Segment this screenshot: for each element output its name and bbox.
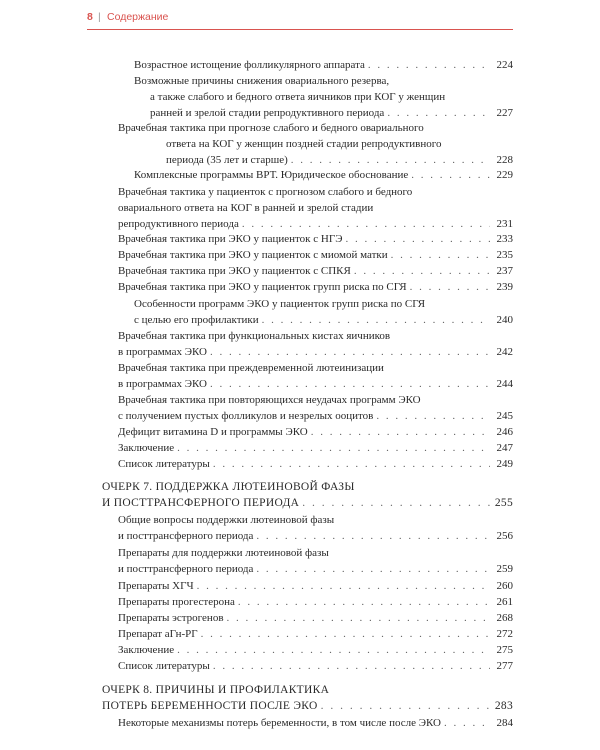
toc-page-number: 256 — [496, 530, 513, 542]
toc-page-number: 247 — [496, 442, 513, 454]
toc-entry-title: Заключение — [118, 644, 175, 656]
toc-leader-dots — [368, 57, 490, 73]
toc-entry-title: Врачебная тактика при ЭКО у пациенток с миомой матки — [118, 249, 388, 261]
toc-page-number: 275 — [496, 644, 513, 656]
toc-page-number: 237 — [496, 265, 513, 277]
toc-entry-title: Особенности программ ЭКО у пациенток групп риска по СГЯ — [134, 298, 426, 310]
toc-entry-title: периода (35 лет и старше) — [166, 154, 288, 166]
toc-entry-title: Врачебная тактика у пациенток с прогнозом слабого и бедного — [118, 186, 413, 198]
toc-leader-dots — [411, 167, 490, 183]
toc-page-number: 244 — [496, 378, 513, 390]
toc-leader-dots — [311, 424, 490, 440]
toc-entry-title: Дефицит витамина D и программы ЭКО — [118, 426, 308, 438]
section-title: Содержание — [107, 11, 169, 23]
toc-leader-dots — [242, 216, 490, 232]
toc-leader-dots — [201, 626, 490, 642]
toc-leader-dots — [177, 440, 490, 456]
toc-page-number: 272 — [496, 628, 513, 640]
toc-page-number: 240 — [496, 314, 513, 326]
toc-page-number: 255 — [494, 497, 513, 509]
toc-entry-title: Врачебная тактика при ЭКО у пациенток групп риска по СГЯ — [118, 281, 407, 293]
toc-page-number: 246 — [496, 426, 513, 438]
toc-page-number: 268 — [496, 612, 513, 624]
toc-entry-title: Возможные причины снижения овариального резерва, — [134, 75, 390, 87]
toc-entry-title: Препарат аГн-РГ — [118, 628, 198, 640]
toc-page-number: 259 — [496, 563, 513, 575]
toc-page-number: 231 — [496, 218, 513, 230]
toc-entry-title: Список литературы — [118, 660, 210, 672]
toc-page-number: 242 — [496, 346, 513, 358]
toc-leader-dots — [262, 312, 490, 328]
toc-leader-dots — [238, 594, 490, 610]
toc-leader-dots — [391, 247, 490, 263]
toc-entry-title: в программах ЭКО — [118, 346, 207, 358]
toc-page-number: 224 — [496, 59, 513, 71]
toc-leader-dots — [444, 715, 490, 731]
toc-page-number: 235 — [496, 249, 513, 261]
page-number: 8 — [87, 11, 93, 23]
toc-entry-title: ответа на КОГ у женщин поздней стадии репродуктивного — [166, 138, 442, 150]
toc-page-number: 233 — [496, 233, 513, 245]
toc-entry-title: с получением пустых фолликулов и незрелых ооцитов — [118, 410, 374, 422]
toc-leader-dots — [177, 642, 490, 658]
toc-leader-dots — [213, 658, 490, 674]
toc-entry-title: репродуктивного периода — [118, 218, 239, 230]
toc-leader-dots — [354, 263, 490, 279]
toc-leader-dots — [410, 279, 490, 295]
toc-entry-title: Врачебная тактика при ЭКО у пациенток с СПКЯ — [118, 265, 351, 277]
toc-leader-dots — [210, 344, 490, 360]
toc-entry-title: Врачебная тактика при преждевременной лютеинизации — [118, 362, 384, 374]
toc-entry-title: Список литературы — [118, 458, 210, 470]
toc-entry-title: ОЧЕРК 8. ПРИЧИНЫ И ПРОФИЛАКТИКА — [102, 684, 330, 696]
toc-entry-title: Комплексные программы ВРТ. Юридическое обоснование — [134, 169, 409, 181]
toc-page-number: 261 — [496, 596, 513, 608]
toc-entry-title: ранней и зрелой стадии репродуктивного периода — [150, 107, 385, 119]
toc-entry-title: с целью его профилактики — [134, 314, 259, 326]
toc-leader-dots — [210, 376, 490, 392]
toc-page-number: 227 — [496, 107, 513, 119]
toc-leader-dots — [345, 231, 490, 247]
toc-leader-dots — [227, 610, 490, 626]
toc-entry-title: и посттрансферного периода — [118, 530, 254, 542]
toc-entry-title: Препараты для поддержки лютеиновой фазы — [118, 547, 329, 559]
toc-page-number: 229 — [496, 169, 513, 181]
toc-leader-dots — [291, 152, 490, 168]
toc-leader-dots — [321, 698, 490, 714]
header-separator: | — [98, 11, 101, 23]
toc-entry-title: Врачебная тактика при повторяющихся неудачах программ ЭКО — [118, 394, 421, 406]
toc-entry-title: Общие вопросы поддержки лютеиновой фазы — [118, 514, 335, 526]
toc-entry-title: ПОТЕРЬ БЕРЕМЕННОСТИ ПОСЛЕ ЭКО — [102, 700, 318, 712]
toc-entry-title: Некоторые механизмы потерь беременности, в том числе после ЭКО — [118, 717, 441, 729]
toc-leader-dots — [376, 408, 490, 424]
toc-entry-title: Заключение — [118, 442, 175, 454]
toc-entry-title: ОЧЕРК 7. ПОДДЕРЖКА ЛЮТЕИНОВОЙ ФАЗЫ — [102, 481, 355, 493]
toc-entry-title: в программах ЭКО — [118, 378, 207, 390]
toc-entry-title: Препараты эстрогенов — [118, 612, 224, 624]
toc-page-number: 249 — [496, 458, 513, 470]
toc-leader-dots — [256, 528, 490, 544]
toc-entry-title: Врачебная тактика при прогнозе слабого и бедного овариального — [118, 122, 424, 134]
toc-entry-title: а также слабого и бедного ответа яичников при КОГ у женщин — [150, 91, 446, 103]
toc-leader-dots — [213, 456, 490, 472]
toc-entry-title: и посттрансферного периода — [118, 563, 254, 575]
toc-leader-dots — [302, 495, 490, 511]
toc-page-number: 284 — [496, 717, 513, 729]
toc-page-number: 245 — [496, 410, 513, 422]
toc-leader-dots — [197, 578, 490, 594]
toc-page-number: 283 — [494, 700, 513, 712]
toc-leader-dots — [256, 561, 490, 577]
toc-entry-title: Врачебная тактика при функциональных кистах яичников — [118, 330, 391, 342]
toc-entry-title: И ПОСТТРАНСФЕРНОГО ПЕРИОДА — [102, 497, 300, 509]
toc-entry-title: Возрастное истощение фолликулярного аппарата — [134, 59, 365, 71]
toc-entry-title: Препараты прогестерона — [118, 596, 235, 608]
toc-page-number: 260 — [496, 580, 513, 592]
toc-page-number: 239 — [496, 281, 513, 293]
toc-leader-dots — [387, 105, 490, 121]
toc-page-number: 277 — [496, 660, 513, 672]
toc-entry-title: Врачебная тактика при ЭКО у пациенток с НГЭ — [118, 233, 343, 245]
toc-entry-title: овариального ответа на КОГ в ранней и зрелой стадии — [118, 202, 374, 214]
toc-entry-title: Препараты ХГЧ — [118, 580, 194, 592]
toc-page-number: 228 — [496, 154, 513, 166]
